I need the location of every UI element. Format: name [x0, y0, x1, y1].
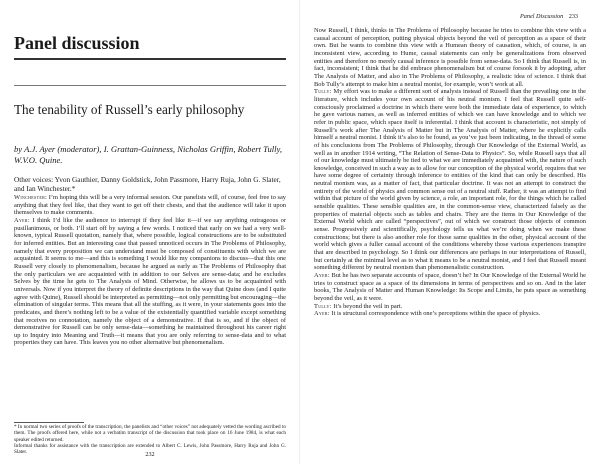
speaker-tully-2: Tully:: [314, 302, 332, 310]
section-title: Panel discussion: [14, 33, 140, 53]
speaker-ayer-3: Ayer:: [314, 310, 330, 318]
author-ayer: A.J. Ayer: [24, 144, 56, 154]
author-list: [14, 144, 286, 166]
speaker-ayer-2: Ayer:: [314, 272, 330, 279]
left-body-text: [14, 194, 286, 422]
authors-prefix: by: [14, 144, 23, 154]
winchester-remark: I’m hoping this will be a very informal session. Our panelists will, of course, feel free to say anything that they feel like, that they want to get off their chests, and that the audience will take it upon themselves to make comments.: [14, 194, 286, 217]
right-page-number: 233: [568, 13, 578, 20]
ayer-remark-2: But he has two separate accounts of space, doesn’t he? In Our Knowledge of the External World he tries to construct space as a space of its dimensions in terms of perspectives and so on. And in the later books, The Analysis of Matter and Human Knowledge: Its Scope and Limits, he puts space as something beyond the veil, as it were.: [314, 272, 586, 302]
speaker-tully: Tully:: [314, 88, 332, 96]
running-head-title: Panel Discussion: [520, 13, 564, 20]
title-rule-thin: [14, 85, 286, 86]
speaker-ayer: Ayer:: [14, 216, 30, 224]
other-voices: Other voices: Yvon Gauthier, Danny Goldstick, John Passmore, Harry Ruja, John G. Slater, and Ian Winchester.*: [14, 175, 281, 194]
right-page: [300, 0, 600, 464]
authors-rest: , I. Grattan-Guinness, Nicholas Griffin, Robert Tully, W.V.O. Quine.: [14, 144, 283, 165]
speaker-winchester: Winchester:: [14, 194, 48, 201]
moderator-note: (moderator): [57, 144, 100, 154]
left-page-number: 232: [145, 451, 155, 458]
footnote-rule: [14, 422, 84, 423]
tully-remark: My effort was to make a different sort of analysis instead of Russell than the prevailing one in the literature, which includes your own account of his neutral monism. I feel that Russell quite self-consciously proclaimed a doctrine in which there were both the immediate data of experience, to which he gave various names, as well as inferred entities of which we can have knowledge and to which we refer in public space, which space itself is inferential. I think that account is characteristic, not simply of Russell’s work after The Analysis of Matter but in The Analysis of Matter, where he explicitly calls himself a neutral monist. I think it’s also to be found, as you’ve just been indicating, in the thread of some of his conclusions from The Problems of Philosophy, through Our Knowledge of the External World, as well as in another 1914 writing, “The Relation of Sense-Data to Physics”. So, while Russell says that all of our knowledge must ultimately be tied to what we are immediately acquainted with, the nature of such knowledge, conceived in such a way as to allow for our conception of the physical world, requires that we have some degree of certainty through inference to entities of the kind that can only be described. His neutral monism was, as a matter of fact, that particular doctrine. It was not an attempt to construct the entirety of the world of physics and common sense out of a neutral stuff. Rather, it was an attempt to find within that picture of the world given by science, a role, an important role, for the things which he called sensible qualities. These sensible qualities are, in the common-sense view, characterized falsely as the properties of material objects such as tables and chairs. They are the items in Our Knowledge of the External World which are called “perspectives”, out of which we construct those objects of common sense. Progressively and scientifically, psychology tells us what we’re doing when we make these constructions; but there is also another role for those same qualities in the other, physical account of the world which gives a fuller causal account of the conditions whereby those various experiences transpire that are described in psychology. So I think our differences are perhaps in our interpretations of Russell, but certainly at the minimal level as to what it means to be a neutral monist, and I feel that Russell meant something different by neutral monism than phenomenalistic construction.: [314, 88, 586, 272]
ayer-remark: I think I’d like the audience to interrupt if they feel like it—if we say anything outrageous or pusillanimous, or both. I’ll start off by saying a few words. I noticed that early on we had a very well-known, typical Russell quotation, namely that, where possible, logical constructions are to be substituted for inferred entities. But an interesting case that passed unnoticed occurs in The Problems of Philosophy, namely that every proposition we can understand must be composed of constituents with which we are acquainted. It seems to me—and this is something I would like my companions to discuss—that this one Russell very closely to phenomenalism, because he argued as early as The Problems of Philosophy that the only particulars we are acquainted with in addition to our Selves are sense-data; and he excludes Selves by the time he gets to The Analysis of Mind. Otherwise, he allows us to be acquainted with universals. Now if you interpret the theory of definite descriptions in the way that Quine does (and I quite agree with Quine), Russell should be interpreted as permitting—not only permitting but encouraging—the elimination of singular terms. This means that all the stuffing, as it were, in your statements goes into the predicates, and there’s nothing left to be a value of the existentially quantified variable except something that receives no connotation, namely the object of a demonstrative. If that is so, and if the object of demonstrative for Russell can be only sense-data—something he maintained throughout his career right up to Inquiry into Meaning and Truth—it means that you are only referring to sense-data and to what properties they can have. This leaves you no other alternative but phenomenalism.: [14, 216, 286, 347]
footnote-thanks: Informal thanks for assistance with the transcription are extended to Albert C. Lewis, John Passmore, Harry Ruja and John G. Slater.: [14, 442, 286, 456]
title-rule-thick: [14, 58, 286, 60]
right-body-text: [314, 27, 586, 447]
footnote-main: * In normal two series of proofs of the transcription, the panelists and “other voices” not adequately vetted the wording ascribed to them. The proofs offered here, while not a verbatim transcript of the discussion that took place on 16 June 1984, is what each speaker edited returned.: [14, 424, 286, 443]
running-head: [520, 13, 578, 20]
tully-remark-2: It’s beyond the veil in part.: [331, 302, 403, 310]
continued-remark: Now Russell, I think, thinks in The Problems of Philosophy because he tries to combine this view with a causal account of perception, putting physical objects beyond the veil of perception as a space of their own. But he wants to combine this view with a Humean theory of causation, which, of course, is an inconsistent view, according to Hume, causal statements can only be generalizations from observed entities and therefore no merely causal inference is possible from sense-data. So I think that Russell is, in fact, inconsistent; I think that he did embrace phenomenalism but of course forsook it by adopting, after The Analysis of Matter, and also in The Problems of Philosophy, a realistic idea of science. I think that Bob Tully’s attempt to make him a neutral monist, for example, won’t work at all.: [314, 27, 586, 88]
article-title: The tenability of Russell’s early philosophy: [14, 102, 245, 117]
ayer-remark-3: It is structural correspondence with one’s perceptions within the space of physics.: [329, 310, 541, 318]
